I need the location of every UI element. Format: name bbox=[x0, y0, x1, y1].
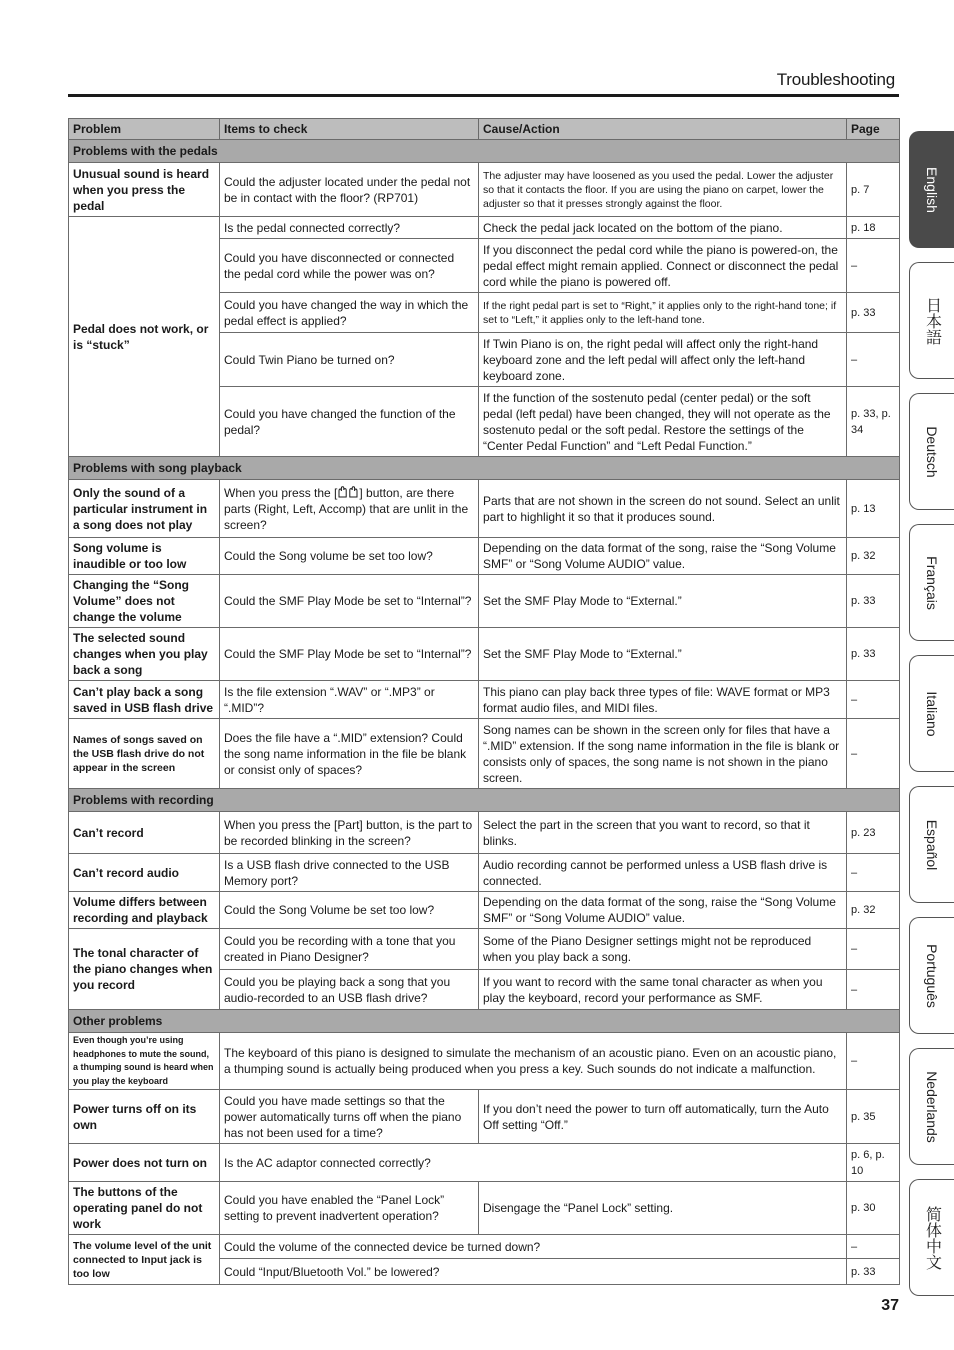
items-cell: Could you have enabled the “Panel Lock” setting to prevent inadvertent operation? bbox=[220, 1182, 479, 1235]
tab-italiano[interactable] bbox=[909, 655, 954, 772]
table-row bbox=[69, 538, 900, 575]
page-cell: – bbox=[847, 854, 900, 892]
combined-cell: Could the volume of the connected device be turned down? bbox=[220, 1235, 847, 1259]
page-cell: p. 33 bbox=[847, 628, 900, 681]
tab-label: Français bbox=[924, 555, 940, 610]
combined-cell: The keyboard of this piano is designed to simulate the mechanism of an acoustic piano. Even on an acoustic piano, a thumping sound is actually being produced when you press a key. Such sounds do not indicate a malfunction. bbox=[220, 1033, 847, 1090]
tab-label: 日本語 bbox=[923, 296, 941, 345]
cause-cell: Disengage the “Panel Lock” setting. bbox=[479, 1182, 847, 1235]
page-header bbox=[68, 68, 899, 97]
table-row bbox=[69, 1182, 900, 1235]
problem-cell: Volume differs between recording and playback bbox=[69, 892, 220, 929]
items-cell: Could you have made settings so that the power automatically turns off when the piano has not been used for a time? bbox=[220, 1090, 479, 1144]
cause-cell: If Twin Piano is on, the right pedal will affect only the right-hand keyboard zone and the left pedal will affect only the left-hand keyboard zone. bbox=[479, 333, 847, 387]
problem-cell: The volume level of the unit connected to Input jack is too low bbox=[69, 1235, 220, 1285]
items-cell: Could you have changed the way in which the pedal effect is applied? bbox=[220, 293, 479, 333]
cause-cell: Depending on the data format of the song, raise the “Song Volume SMF” or “Song Volume AUDIO” value. bbox=[479, 892, 847, 929]
cause-cell: Depending on the data format of the song, raise the “Song Volume SMF” or “Song Volume AUDIO” value. bbox=[479, 538, 847, 575]
section-header bbox=[69, 140, 900, 163]
items-cell bbox=[220, 480, 479, 538]
page-cell: p. 33, p. 34 bbox=[847, 387, 900, 457]
items-cell: Could you be recording with a tone that you created in Piano Designer? bbox=[220, 929, 479, 970]
tab-espanol[interactable] bbox=[909, 786, 954, 903]
problem-cell: Pedal does not work, or is “stuck” bbox=[69, 217, 220, 457]
problem-cell: Only the sound of a particular instrument in a song does not play bbox=[69, 480, 220, 538]
section-title: Problems with recording bbox=[69, 789, 900, 812]
page-cell: p. 33 bbox=[847, 1259, 900, 1285]
cause-cell: Song names can be shown in the screen only for files that have a “.MID” extension. If the song name information in the file is blank or consists only of spaces, the song name is not shown in the piano screen. bbox=[479, 719, 847, 789]
page-cell: p. 32 bbox=[847, 892, 900, 929]
cause-cell: If the right pedal part is set to “Right,” it applies only to the right-hand tone; if set to “Left,” it applies only to the left-hand tone. bbox=[479, 293, 847, 333]
items-text-pre: When you press the [ bbox=[224, 485, 338, 500]
problem-cell: The selected sound changes when you play back a song bbox=[69, 628, 220, 681]
troubleshooting-table bbox=[68, 118, 900, 1285]
page-cell: – bbox=[847, 333, 900, 387]
items-cell: Is the pedal connected correctly? bbox=[220, 217, 479, 239]
problem-cell: Names of songs saved on the USB flash drive do not appear in the screen bbox=[69, 719, 220, 789]
page-cell: p. 32 bbox=[847, 538, 900, 575]
page-cell: – bbox=[847, 1033, 900, 1090]
table-row bbox=[69, 892, 900, 929]
items-cell: Could you have changed the function of the pedal? bbox=[220, 387, 479, 457]
page-cell: p. 7 bbox=[847, 163, 900, 217]
tab-deutsch[interactable] bbox=[909, 393, 954, 510]
problem-cell: Unusual sound is heard when you press the pedal bbox=[69, 163, 220, 217]
col-header-page: Page bbox=[847, 119, 900, 140]
table-row bbox=[69, 217, 900, 239]
page-cell: p. 18 bbox=[847, 217, 900, 239]
items-cell: When you press the [Part] button, is the part to be recorded blinking in the screen? bbox=[220, 812, 479, 854]
col-header-items: Items to check bbox=[220, 119, 479, 140]
page-cell: p. 6, p. 10 bbox=[847, 1144, 900, 1182]
cause-cell: Select the part in the screen that you want to record, so that it blinks. bbox=[479, 812, 847, 854]
tab-label: Deutsch bbox=[924, 425, 940, 478]
section-title: Problems with song playback bbox=[69, 457, 900, 480]
problem-cell: The tonal character of the piano changes when you record bbox=[69, 929, 220, 1010]
page-number: 37 bbox=[881, 1297, 899, 1314]
section-title: Other problems bbox=[69, 1010, 900, 1033]
items-cell: Is the file extension “.WAV” or “.MP3” or “.MID”? bbox=[220, 681, 479, 719]
tab-francais[interactable] bbox=[909, 524, 954, 641]
combined-cell: Is the AC adaptor connected correctly? bbox=[220, 1144, 847, 1182]
page-cell: – bbox=[847, 239, 900, 293]
items-cell: Could you have disconnected or connected the pedal cord while the power was on? bbox=[220, 239, 479, 293]
table-row bbox=[69, 681, 900, 719]
tab-chinese[interactable] bbox=[909, 1179, 954, 1296]
tab-nederlands[interactable] bbox=[909, 1048, 954, 1165]
page-cell: – bbox=[847, 970, 900, 1010]
tab-english[interactable] bbox=[909, 131, 954, 248]
cause-cell: This piano can play back three types of file: WAVE format or MP3 format audio files, and MIDI files. bbox=[479, 681, 847, 719]
cause-cell: Parts that are not shown in the screen do not sound. Select an unlit part to highlight it so that it produces sound. bbox=[479, 480, 847, 538]
items-cell: Could the SMF Play Mode be set to “Internal”? bbox=[220, 628, 479, 681]
tab-label: Italiano bbox=[924, 690, 940, 737]
items-cell: Could you be playing back a song that you audio-recorded to an USB flash drive? bbox=[220, 970, 479, 1010]
hands-icon bbox=[337, 486, 359, 500]
col-header-problem: Problem bbox=[69, 119, 220, 140]
cause-cell: Set the SMF Play Mode to “External.” bbox=[479, 628, 847, 681]
page-cell: p. 33 bbox=[847, 293, 900, 333]
page-title: Troubleshooting bbox=[776, 70, 895, 89]
tab-label: 简体中文 bbox=[923, 1205, 941, 1270]
section-header bbox=[69, 1010, 900, 1033]
problem-cell: Can’t play back a song saved in USB flash drive bbox=[69, 681, 220, 719]
items-cell: Could the Song volume be set too low? bbox=[220, 538, 479, 575]
problem-cell: Changing the “Song Volume” does not change the volume bbox=[69, 575, 220, 628]
cause-cell: If the function of the sostenuto pedal (center pedal) or the soft pedal (left pedal) have been changed, they will not operate as the sostenuto pedal or the soft pedal. Restore the settings of the “Center Pedal Function” and “Left Pedal Function.” bbox=[479, 387, 847, 457]
table-row bbox=[69, 575, 900, 628]
problem-cell: Song volume is inaudible or too low bbox=[69, 538, 220, 575]
table-row bbox=[69, 480, 900, 538]
page-cell: – bbox=[847, 929, 900, 970]
table-row bbox=[69, 812, 900, 854]
items-cell: Could Twin Piano be turned on? bbox=[220, 333, 479, 387]
page-cell: – bbox=[847, 719, 900, 789]
table-row bbox=[69, 929, 900, 970]
cause-cell: If you disconnect the pedal cord while the piano is powered-on, the pedal effect might remain applied. Connect or disconnect the pedal cord while the piano is powered off. bbox=[479, 239, 847, 293]
table-header-row bbox=[69, 119, 900, 140]
cause-cell: Check the pedal jack located on the bottom of the piano. bbox=[479, 217, 847, 239]
page-cell: p. 30 bbox=[847, 1182, 900, 1235]
tab-label: Português bbox=[924, 943, 940, 1008]
problem-cell: Can’t record audio bbox=[69, 854, 220, 892]
items-cell: Could the adjuster located under the pedal not be in contact with the floor? (RP701) bbox=[220, 163, 479, 217]
page-cell: – bbox=[847, 1235, 900, 1259]
tab-label: Español bbox=[924, 819, 940, 870]
problem-cell: Can’t record bbox=[69, 812, 220, 854]
section-title: Problems with the pedals bbox=[69, 140, 900, 163]
table-row bbox=[69, 854, 900, 892]
page-cell: p. 33 bbox=[847, 575, 900, 628]
page-cell: – bbox=[847, 681, 900, 719]
table-row bbox=[69, 719, 900, 789]
page-cell: p. 23 bbox=[847, 812, 900, 854]
tab-japanese[interactable] bbox=[909, 262, 954, 379]
tab-label: English bbox=[924, 166, 940, 213]
items-cell: Could the Song Volume be set too low? bbox=[220, 892, 479, 929]
cause-cell: Audio recording cannot be performed unless a USB flash drive is connected. bbox=[479, 854, 847, 892]
tab-label: Nederlands bbox=[924, 1070, 940, 1143]
problem-cell: Even though you’re using headphones to mute the sound, a thumping sound is heard when you play the keyboard bbox=[69, 1033, 220, 1090]
cause-cell: Some of the Piano Designer settings might not be reproduced when you play back a song. bbox=[479, 929, 847, 970]
table-row bbox=[69, 1090, 900, 1144]
problem-cell: Power does not turn on bbox=[69, 1144, 220, 1182]
problem-cell: Power turns off on its own bbox=[69, 1090, 220, 1144]
page-cell: p. 13 bbox=[847, 480, 900, 538]
table-row bbox=[69, 1033, 900, 1090]
tab-portugues[interactable] bbox=[909, 917, 954, 1034]
items-text-post: ] button, are there parts (Right, Left, Accomp) that are unlit in the screen? bbox=[224, 485, 469, 532]
table-row bbox=[69, 1235, 900, 1259]
combined-cell: Could “Input/Bluetooth Vol.” be lowered? bbox=[220, 1259, 847, 1285]
page-cell: p. 35 bbox=[847, 1090, 900, 1144]
cause-cell: Set the SMF Play Mode to “External.” bbox=[479, 575, 847, 628]
cause-cell: If you want to record with the same tonal character as when you play the keyboard, record your performance as SMF. bbox=[479, 970, 847, 1010]
items-cell: Does the file have a “.MID” extension? Could the song name information in the file be blank or consist only of spaces? bbox=[220, 719, 479, 789]
cause-cell: The adjuster may have loosened as you used the pedal. Lower the adjuster so that it contacts the floor. If you are using the piano on carpet, lower the adjuster so that it presses strongly against the floor. bbox=[479, 163, 847, 217]
table-row bbox=[69, 628, 900, 681]
table-row bbox=[69, 163, 900, 217]
problem-cell: The buttons of the operating panel do not work bbox=[69, 1182, 220, 1235]
table-row bbox=[69, 1144, 900, 1182]
col-header-cause: Cause/Action bbox=[479, 119, 847, 140]
section-header bbox=[69, 789, 900, 812]
items-cell: Is a USB flash drive connected to the USB Memory port? bbox=[220, 854, 479, 892]
items-cell: Could the SMF Play Mode be set to “Internal”? bbox=[220, 575, 479, 628]
section-header bbox=[69, 457, 900, 480]
cause-cell: If you don’t need the power to turn off automatically, turn the Auto Off setting “Off.” bbox=[479, 1090, 847, 1144]
